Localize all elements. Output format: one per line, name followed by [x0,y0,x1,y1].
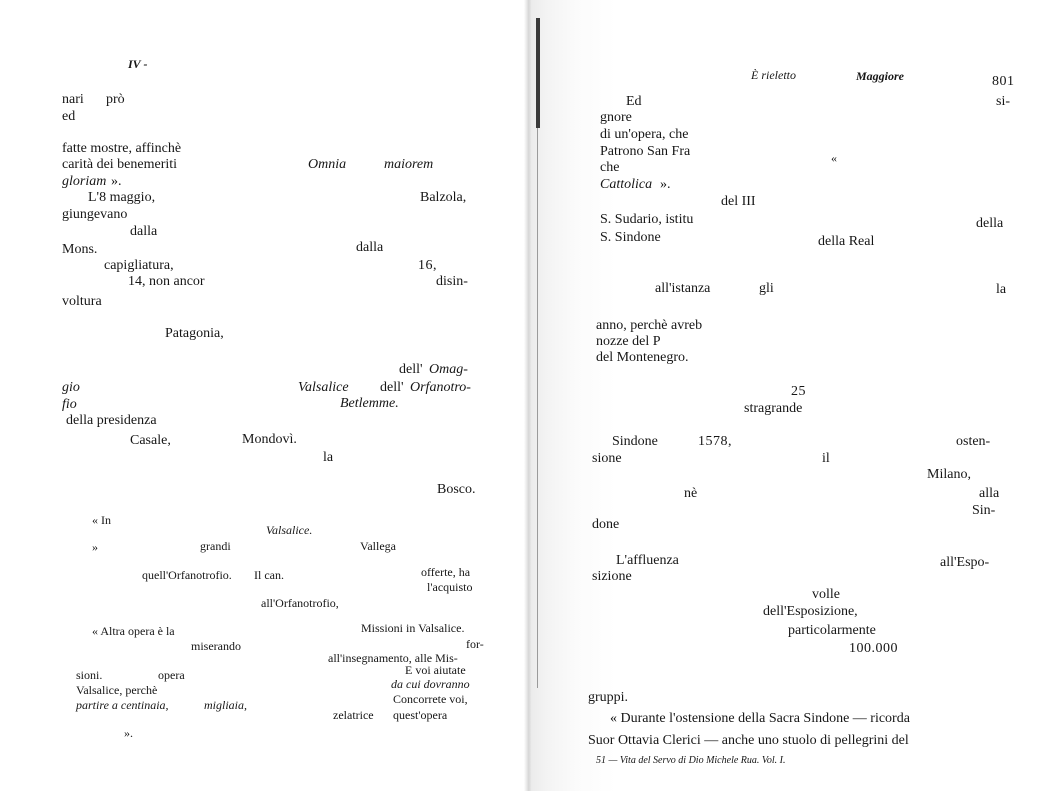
text-fragment: capigliatura, [104,258,174,273]
text-fragment: offerte, ha [421,565,471,579]
text-fragment: ». [124,726,133,740]
text-fragment: Mondovì. [242,432,297,447]
text-fragment: all'Orfanotrofio, [261,596,339,610]
text-fragment: anno, perchè avreb [596,318,703,333]
text-fragment: 25 [791,384,806,399]
text-fragment: dalla [356,240,384,255]
text-fragment: 100.000 [849,641,898,656]
text-fragment: il [822,451,830,466]
text-fragment: disin- [436,274,468,289]
text-fragment: dell'Esposizione, [763,604,858,619]
text-fragment: Sin- [972,503,996,518]
text-fragment: che [600,160,620,175]
text-fragment: Vallega [360,539,396,553]
text-fragment: sizione [592,569,632,584]
text-fragment: giungevano [62,207,128,222]
text-fragment: Il can. [254,568,284,582]
text-fragment: gruppi. [588,690,629,705]
text-fragment: Valsalice. [266,523,313,537]
text-fragment: » [92,540,98,554]
text-fragment: « [831,151,837,165]
text-fragment: all'insegnamento, alle Mis- [328,651,458,665]
text-fragment: for- [466,637,484,651]
text-fragment: dell' [399,362,423,377]
text-fragment: la [996,282,1007,297]
text-fragment: Casale, [130,433,171,448]
text-fragment: migliaia, [204,698,248,712]
text-fragment: opera [158,668,185,682]
text-fragment: grandi [200,539,231,553]
text-fragment: Valsalice, perchè [76,683,158,697]
text-fragment: della Real [818,234,875,249]
text-fragment: Concorrete voi, [393,692,468,706]
text-fragment: Cattolica [600,177,653,192]
text-fragment: del III [721,194,756,209]
text-fragment: Sindone [612,434,658,449]
text-fragment: dell' [380,380,404,395]
text-fragment: particolarmente [788,623,876,638]
text-fragment: L'8 maggio, [88,190,156,205]
text-fragment: Patagonia, [165,326,224,341]
running-head-bold: Maggiore [856,69,904,83]
text-fragment: sioni. [76,668,103,682]
text-fragment: del Montenegro. [596,350,689,365]
text-fragment: della [976,216,1004,231]
text-fragment: 14, non ancor [128,274,205,289]
text-fragment: l'acquisto [427,580,473,594]
text-fragment: « In [92,513,111,527]
text-fragment: Orfanotro- [410,380,471,395]
text-fragment: Valsalice [298,380,349,395]
running-head: IV - [128,57,148,71]
text-fragment: all'Espo- [940,555,990,570]
book-gutter [524,0,532,791]
text-fragment: Missioni in Valsalice. [361,621,465,635]
text-fragment: Suor Ottavia Clerici — anche uno stuolo di pellegrini del [588,733,909,748]
text-fragment: carità dei benemeriti [62,157,178,172]
text-fragment: Mons. [62,242,98,257]
page-number: 801 [992,74,1015,89]
text-fragment: done [592,517,620,532]
page-edge-line [537,128,538,688]
text-fragment: partire a centinaia, [76,698,169,712]
footnote: 51 — Vita del Servo di Dio Michele Rua. Vol. I. [596,755,786,766]
text-fragment: prò [106,92,125,107]
text-fragment: sione [592,451,622,466]
text-fragment: Milano, [927,467,971,482]
text-fragment: dalla [130,224,158,239]
text-fragment: quest'opera [393,708,448,722]
text-fragment: « Durante l'ostensione della Sacra Sindone — ricorda [610,711,910,726]
text-fragment: Omag- [429,362,468,377]
running-head-italic: È rieletto [751,68,796,82]
text-fragment: stragrande [744,401,803,416]
text-fragment: S. Sindone [600,230,661,245]
right-page [526,0,1052,791]
text-fragment: volle [812,587,840,602]
text-fragment: Betlemme. [340,396,399,411]
text-fragment: fio [62,397,77,412]
text-fragment: gio [62,380,80,395]
text-fragment: Patrono San Fra [600,144,691,159]
binding-shadow [536,18,540,128]
text-fragment: L'affluenza [616,553,679,568]
text-fragment: osten- [956,434,991,449]
text-fragment: della presidenza [66,413,157,428]
text-fragment: si- [996,94,1010,109]
text-fragment: nè [684,486,698,501]
text-fragment: di un'opera, che [600,127,689,142]
text-fragment: maiorem [384,157,434,172]
text-fragment: gli [759,281,774,296]
text-fragment: S. Sudario, istitu [600,212,694,227]
text-fragment: gnore [600,110,632,125]
text-fragment: Bosco. [437,482,476,497]
text-fragment: miserando [191,639,241,653]
text-fragment: gloriam [62,174,107,189]
text-fragment: 1578, [698,434,732,449]
text-fragment: E voi aiutate [405,663,466,677]
text-fragment: nari [62,92,84,107]
text-fragment: ». [660,177,671,192]
text-fragment: alla [979,486,1000,501]
text-fragment: la [323,450,334,465]
text-fragment: ». [111,174,122,189]
text-fragment: Balzola, [420,190,467,205]
text-fragment: « Altra opera è la [92,624,175,638]
text-fragment: nozze del P [596,334,661,349]
text-fragment: Ed [626,94,642,109]
text-fragment: fatte mostre, affinchè [62,141,182,156]
text-fragment: zelatrice [333,708,374,722]
text-fragment: da cui dovranno [391,677,470,691]
text-fragment: ed [62,109,76,124]
text-fragment: Omnia [308,157,347,172]
text-fragment: voltura [62,294,102,309]
text-fragment: quell'Orfanotrofio. [142,568,232,582]
text-fragment: 16, [418,258,437,273]
text-fragment: all'istanza [655,281,711,296]
